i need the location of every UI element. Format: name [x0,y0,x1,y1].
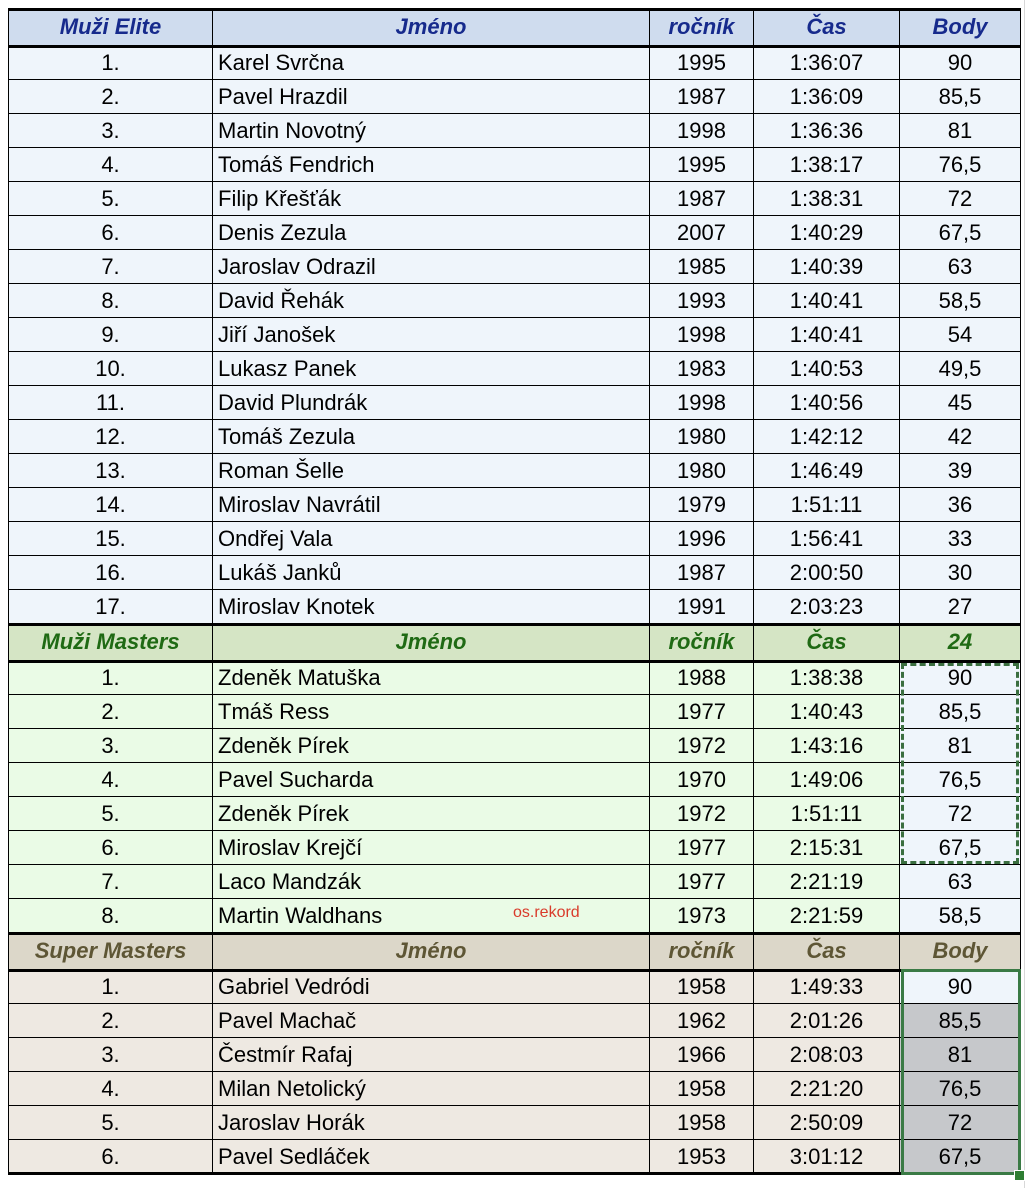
name-cell[interactable]: Tomáš Zezula [213,420,650,454]
year-cell[interactable]: 2007 [650,216,754,250]
fill-handle[interactable] [1014,1170,1025,1181]
section-divider [8,660,1020,663]
place-cell[interactable]: 6. [9,216,213,250]
points-cell[interactable]: 72 [900,1106,1021,1140]
category-header[interactable]: Muži Elite [9,9,213,46]
section-divider [8,623,1020,626]
name-cell[interactable]: Roman Šelle [213,454,650,488]
place-cell[interactable]: 4. [9,763,213,797]
place-cell[interactable]: 2. [9,695,213,729]
place-cell[interactable]: 5. [9,797,213,831]
points-header[interactable]: Body [900,933,1021,970]
table-row [9,1106,1021,1140]
time-cell[interactable]: 1:36:09 [754,80,900,114]
place-cell[interactable]: 11. [9,386,213,420]
year-cell[interactable]: 1970 [650,763,754,797]
name-cell[interactable]: David Řehák [213,284,650,318]
place-cell[interactable]: 10. [9,352,213,386]
time-cell[interactable]: 2:21:20 [754,1072,900,1106]
header-row [9,933,1021,970]
name-cell[interactable]: Karel Svrčna [213,46,650,80]
sheet-gridline [1024,0,1025,1188]
section-divider [8,932,1020,935]
place-cell[interactable]: 4. [9,148,213,182]
points-cell[interactable]: 72 [900,797,1021,831]
table-row [9,1072,1021,1106]
year-cell[interactable]: 1987 [650,80,754,114]
name-cell[interactable]: Denis Zezula [213,216,650,250]
time-cell[interactable]: 2:21:19 [754,865,900,899]
name-text: Martin Waldhans [218,902,383,928]
name-cell[interactable]: Pavel Sedláček [213,1140,650,1174]
table-row [9,386,1021,420]
table-row [9,1004,1021,1038]
time-cell[interactable]: 1:51:11 [754,797,900,831]
points-cell[interactable]: 90 [900,970,1021,1004]
points-cell[interactable]: 30 [900,556,1021,590]
place-cell[interactable]: 8. [9,284,213,318]
time-cell[interactable]: 1:56:41 [754,522,900,556]
place-cell[interactable]: 5. [9,1106,213,1140]
year-cell[interactable]: 1973 [650,899,754,933]
table-row [9,284,1021,318]
results-sheet [8,8,1020,1174]
section-divider [8,1172,1020,1175]
year-header[interactable]: ročník [650,9,754,46]
table-row [9,522,1021,556]
time-cell[interactable]: 2:01:26 [754,1004,900,1038]
results-table [8,8,1021,1174]
points-cell[interactable]: 85,5 [900,80,1021,114]
table-row [9,970,1021,1004]
elite-section [9,9,1021,624]
record-note: os.rekord [513,904,580,921]
points-cell[interactable]: 42 [900,420,1021,454]
time-cell[interactable]: 1:40:56 [754,386,900,420]
time-cell[interactable]: 2:50:09 [754,1106,900,1140]
name-cell[interactable]: Lukasz Panek [213,352,650,386]
time-cell[interactable]: 2:15:31 [754,831,900,865]
points-cell[interactable]: 45 [900,386,1021,420]
points-cell[interactable]: 81 [900,114,1021,148]
name-cell[interactable]: Tomáš Fendrich [213,148,650,182]
year-cell[interactable]: 1998 [650,114,754,148]
time-cell[interactable]: 1:43:16 [754,729,900,763]
year-cell[interactable]: 1962 [650,1004,754,1038]
points-header[interactable]: 24 [900,624,1021,661]
points-cell[interactable]: 85,5 [900,695,1021,729]
time-cell[interactable]: 1:40:43 [754,695,900,729]
name-cell[interactable]: Laco Mandzák [213,865,650,899]
time-cell[interactable]: 1:49:33 [754,970,900,1004]
place-cell[interactable]: 6. [9,1140,213,1174]
table-row [9,454,1021,488]
year-cell[interactable]: 1998 [650,318,754,352]
year-header[interactable]: ročník [650,624,754,661]
time-cell[interactable]: 1:42:12 [754,420,900,454]
points-cell[interactable]: 76,5 [900,1072,1021,1106]
table-row [9,148,1021,182]
name-cell[interactable] [213,899,650,933]
time-cell[interactable]: 1:40:41 [754,284,900,318]
name-cell[interactable]: Miroslav Knotek [213,590,650,624]
category-header[interactable]: Super Masters [9,933,213,970]
points-cell[interactable]: 90 [900,661,1021,695]
time-cell[interactable]: 1:38:38 [754,661,900,695]
year-cell[interactable]: 1977 [650,831,754,865]
points-cell[interactable]: 76,5 [900,148,1021,182]
year-cell[interactable]: 1972 [650,729,754,763]
year-cell[interactable]: 1987 [650,556,754,590]
year-cell[interactable]: 1977 [650,865,754,899]
time-cell[interactable]: 2:08:03 [754,1038,900,1072]
table-row [9,182,1021,216]
place-cell[interactable]: 1. [9,46,213,80]
time-cell[interactable]: 1:46:49 [754,454,900,488]
name-cell[interactable]: Zdeněk Pírek [213,797,650,831]
place-cell[interactable]: 8. [9,899,213,933]
table-row [9,763,1021,797]
place-cell[interactable]: 3. [9,114,213,148]
table-row [9,865,1021,899]
time-cell[interactable]: 2:21:59 [754,899,900,933]
place-cell[interactable]: 3. [9,1038,213,1072]
table-row [9,729,1021,763]
table-row [9,250,1021,284]
name-cell[interactable]: Ondřej Vala [213,522,650,556]
year-cell[interactable]: 1988 [650,661,754,695]
year-cell[interactable]: 1993 [650,284,754,318]
time-cell[interactable]: 1:36:36 [754,114,900,148]
year-cell[interactable]: 1995 [650,148,754,182]
place-cell[interactable]: 2. [9,80,213,114]
points-cell[interactable]: 27 [900,590,1021,624]
header-row [9,624,1021,661]
time-cell[interactable]: 1:49:06 [754,763,900,797]
table-row [9,80,1021,114]
name-cell[interactable]: Zdeněk Pírek [213,729,650,763]
year-cell[interactable]: 1953 [650,1140,754,1174]
masters-section [9,624,1021,933]
name-cell[interactable]: Lukáš Janků [213,556,650,590]
name-cell[interactable]: Gabriel Vedródi [213,970,650,1004]
year-cell[interactable]: 1979 [650,488,754,522]
place-cell[interactable]: 5. [9,182,213,216]
place-cell[interactable]: 16. [9,556,213,590]
points-cell[interactable]: 67,5 [900,216,1021,250]
name-cell[interactable]: Jaroslav Odrazil [213,250,650,284]
year-cell[interactable]: 1996 [650,522,754,556]
time-cell[interactable]: 1:40:53 [754,352,900,386]
name-header[interactable]: Jméno [213,933,650,970]
place-cell[interactable]: 9. [9,318,213,352]
name-cell[interactable]: Jiří Janošek [213,318,650,352]
name-cell[interactable]: Miroslav Navrátil [213,488,650,522]
points-cell[interactable]: 90 [900,46,1021,80]
place-cell[interactable]: 17. [9,590,213,624]
points-header[interactable]: Body [900,9,1021,46]
time-cell[interactable]: 2:00:50 [754,556,900,590]
year-cell[interactable]: 1991 [650,590,754,624]
category-header[interactable]: Muži Masters [9,624,213,661]
points-cell[interactable]: 85,5 [900,1004,1021,1038]
name-header[interactable]: Jméno [213,624,650,661]
name-cell[interactable]: Filip Křešťák [213,182,650,216]
place-cell[interactable]: 7. [9,250,213,284]
place-cell[interactable]: 1. [9,970,213,1004]
points-cell[interactable]: 54 [900,318,1021,352]
section-divider [8,45,1020,48]
time-cell[interactable]: 1:40:39 [754,250,900,284]
name-cell[interactable]: Miroslav Krejčí [213,831,650,865]
place-cell[interactable]: 3. [9,729,213,763]
year-cell[interactable]: 1972 [650,797,754,831]
table-row [9,556,1021,590]
name-cell[interactable]: Tmáš Ress [213,695,650,729]
place-cell[interactable]: 1. [9,661,213,695]
time-cell[interactable]: 1:38:17 [754,148,900,182]
points-cell[interactable]: 36 [900,488,1021,522]
time-cell[interactable]: 2:03:23 [754,590,900,624]
name-cell[interactable]: Milan Netolický [213,1072,650,1106]
table-row [9,216,1021,250]
name-cell[interactable]: Pavel Machač [213,1004,650,1038]
section-divider [8,969,1020,972]
year-cell[interactable]: 1985 [650,250,754,284]
time-header[interactable]: Čas [754,933,900,970]
table-row [9,488,1021,522]
name-cell[interactable]: Pavel Hrazdil [213,80,650,114]
time-cell[interactable]: 1:40:29 [754,216,900,250]
table-row [9,661,1021,695]
points-cell[interactable]: 81 [900,1038,1021,1072]
points-cell[interactable]: 33 [900,522,1021,556]
year-cell[interactable]: 1995 [650,46,754,80]
place-cell[interactable]: 6. [9,831,213,865]
header-row [9,9,1021,46]
table-row [9,899,1021,933]
year-cell[interactable]: 1958 [650,1072,754,1106]
year-cell[interactable]: 1977 [650,695,754,729]
table-row [9,590,1021,624]
time-header[interactable]: Čas [754,9,900,46]
place-cell[interactable]: 15. [9,522,213,556]
table-row [9,797,1021,831]
place-cell[interactable]: 12. [9,420,213,454]
name-cell[interactable]: Martin Novotný [213,114,650,148]
name-cell[interactable]: Pavel Sucharda [213,763,650,797]
table-row [9,831,1021,865]
time-cell[interactable]: 1:51:11 [754,488,900,522]
points-cell[interactable]: 39 [900,454,1021,488]
year-cell[interactable]: 1966 [650,1038,754,1072]
points-cell[interactable]: 81 [900,729,1021,763]
points-cell[interactable]: 49,5 [900,352,1021,386]
points-cell[interactable]: 72 [900,182,1021,216]
points-cell[interactable]: 58,5 [900,899,1021,933]
time-cell[interactable]: 1:36:07 [754,46,900,80]
year-cell[interactable]: 1980 [650,454,754,488]
name-cell[interactable]: David Plundrák [213,386,650,420]
year-header[interactable]: ročník [650,933,754,970]
points-cell[interactable]: 67,5 [900,831,1021,865]
name-cell[interactable]: Jaroslav Horák [213,1106,650,1140]
table-row [9,114,1021,148]
points-cell[interactable]: 67,5 [900,1140,1021,1174]
time-cell[interactable]: 3:01:12 [754,1140,900,1174]
table-row [9,1038,1021,1072]
year-cell[interactable]: 1987 [650,182,754,216]
time-cell[interactable]: 1:40:41 [754,318,900,352]
time-header[interactable]: Čas [754,624,900,661]
table-row [9,420,1021,454]
points-cell[interactable]: 58,5 [900,284,1021,318]
table-row [9,352,1021,386]
name-cell[interactable]: Čestmír Rafaj [213,1038,650,1072]
place-cell[interactable]: 4. [9,1072,213,1106]
year-cell[interactable]: 1998 [650,386,754,420]
points-cell[interactable]: 63 [900,250,1021,284]
place-cell[interactable]: 7. [9,865,213,899]
name-cell[interactable]: Zdeněk Matuška [213,661,650,695]
year-cell[interactable]: 1980 [650,420,754,454]
time-cell[interactable]: 1:38:31 [754,182,900,216]
year-cell[interactable]: 1983 [650,352,754,386]
table-row [9,1140,1021,1174]
table-row [9,695,1021,729]
place-cell[interactable]: 14. [9,488,213,522]
points-cell[interactable]: 63 [900,865,1021,899]
place-cell[interactable]: 13. [9,454,213,488]
place-cell[interactable]: 2. [9,1004,213,1038]
section-divider [8,8,1020,11]
table-row [9,318,1021,352]
year-cell[interactable]: 1958 [650,1106,754,1140]
name-header[interactable]: Jméno [213,9,650,46]
year-cell[interactable]: 1958 [650,970,754,1004]
points-cell[interactable]: 76,5 [900,763,1021,797]
table-row [9,46,1021,80]
